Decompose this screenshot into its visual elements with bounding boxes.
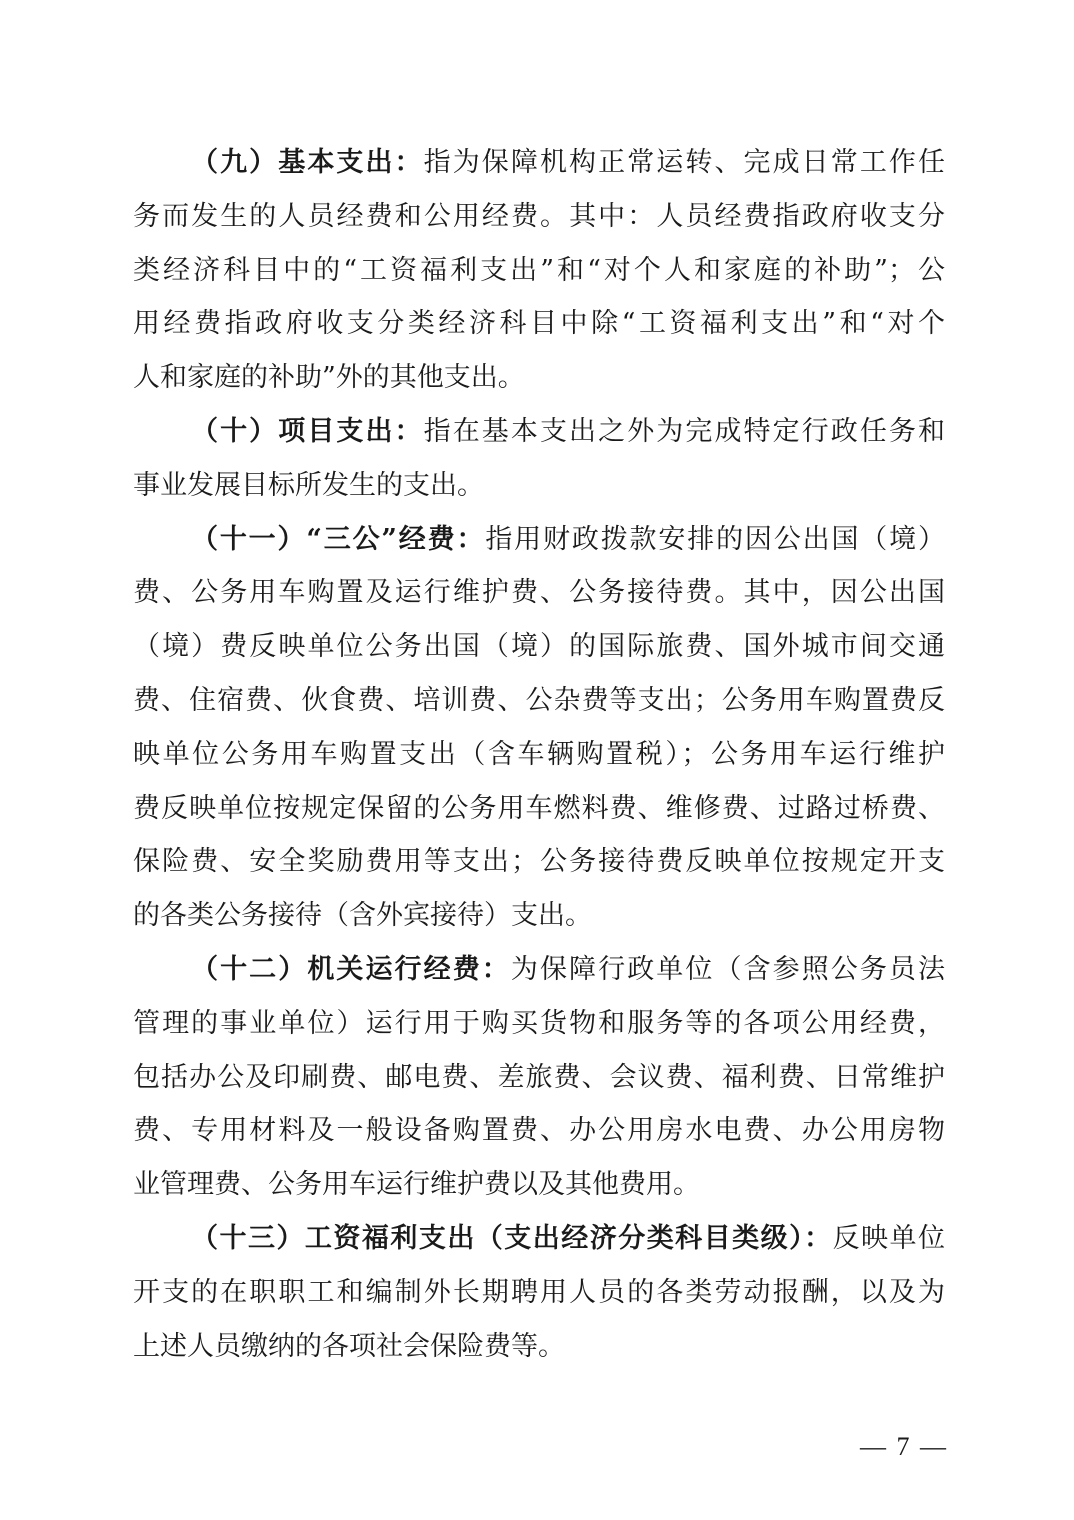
page-number: — 7 — bbox=[860, 1432, 948, 1461]
text-line bbox=[133, 943, 945, 997]
text-line bbox=[133, 1266, 945, 1320]
line-text: 管理的事业单位）运行用于购买货物和服务等的各项公用经费， bbox=[133, 1007, 945, 1039]
paragraph bbox=[133, 136, 945, 405]
line-text: 费、公务用车购置及运行维护费、公务接待费。其中，因公出国 bbox=[133, 577, 945, 609]
text-line bbox=[133, 997, 945, 1051]
line-text: 开支的在职职工和编制外长期聘用人员的各类劳动报酬，以及为 bbox=[133, 1276, 945, 1308]
line-text: 用经费指政府收支分类经济科目中除“工资福利支出”和“对个 bbox=[133, 308, 945, 340]
line-text: （境）费反映单位公务出国（境）的国际旅费、国外城市间交通 bbox=[133, 631, 945, 663]
text-line bbox=[133, 190, 945, 244]
line-text: 反映单位 bbox=[832, 1222, 946, 1254]
text-line bbox=[133, 513, 945, 567]
paragraph-heading: （九）基本支出： bbox=[191, 147, 424, 178]
text-line bbox=[133, 405, 945, 459]
line-text: 上述人员缴纳的各项社会保险费等。 bbox=[133, 1330, 565, 1362]
paragraph-heading: （十一）“三公”经费： bbox=[191, 523, 486, 555]
line-text: 费、专用材料及一般设备购置费、办公用房水电费、办公用房物 bbox=[133, 1115, 945, 1147]
text-line bbox=[133, 728, 945, 782]
line-text: 为保障行政单位（含参照公务员法 bbox=[510, 953, 946, 985]
paragraph-heading: （十二）机关运行经费： bbox=[191, 953, 511, 985]
line-text: 费、住宿费、伙食费、培训费、公杂费等支出；公务用车购置费反 bbox=[133, 684, 945, 716]
paragraph-heading: （十三）工资福利支出（支出经济分类科目类级）： bbox=[191, 1222, 833, 1254]
line-text: 务而发生的人员经费和公用经费。其中：人员经费指政府收支分 bbox=[133, 200, 945, 232]
line-text: 业管理费、公务用车运行维护费以及其他费用。 bbox=[133, 1169, 700, 1201]
line-text: 指用财政拨款安排的因公出国（境） bbox=[485, 523, 945, 555]
line-text: 事业发展目标所发生的支出。 bbox=[133, 469, 484, 501]
text-line bbox=[133, 459, 945, 513]
paragraph bbox=[133, 513, 945, 943]
paragraph bbox=[133, 1212, 945, 1373]
paragraph bbox=[133, 943, 945, 1212]
text-line bbox=[133, 1104, 945, 1158]
line-text: 人和家庭的补助”外的其他支出。 bbox=[133, 362, 525, 394]
line-text: 指为保障机构正常运转、完成日常工作任 bbox=[423, 147, 945, 178]
line-text: 类经济科目中的“工资福利支出”和“对个人和家庭的补助”；公 bbox=[133, 254, 945, 286]
text-line bbox=[133, 297, 945, 351]
text-line bbox=[133, 782, 945, 836]
text-line bbox=[133, 674, 945, 728]
text-line bbox=[133, 1051, 945, 1105]
paragraph bbox=[133, 405, 945, 513]
text-line bbox=[133, 1158, 945, 1212]
text-line bbox=[133, 136, 945, 190]
line-text: 包括办公及印刷费、邮电费、差旅费、会议费、福利费、日常维护 bbox=[133, 1061, 945, 1093]
line-text: 的各类公务接待（含外宾接待）支出。 bbox=[133, 900, 592, 932]
text-line bbox=[133, 351, 945, 405]
line-text: 费反映单位按规定保留的公务用车燃料费、维修费、过路过桥费、 bbox=[133, 792, 945, 824]
line-text: 映单位公务用车购置支出（含车辆购置税）；公务用车运行维护 bbox=[133, 738, 945, 770]
paragraph-heading: （十）项目支出： bbox=[191, 415, 424, 447]
text-line bbox=[133, 244, 945, 298]
document-body bbox=[133, 136, 945, 1373]
line-text: 保险费、安全奖励费用等支出；公务接待费反映单位按规定开支 bbox=[133, 846, 945, 878]
line-text: 指在基本支出之外为完成特定行政任务和 bbox=[423, 415, 945, 447]
text-line bbox=[133, 620, 945, 674]
text-line bbox=[133, 889, 945, 943]
text-line bbox=[133, 566, 945, 620]
text-line bbox=[133, 1320, 945, 1374]
text-line bbox=[133, 835, 945, 889]
text-line bbox=[133, 1212, 945, 1266]
